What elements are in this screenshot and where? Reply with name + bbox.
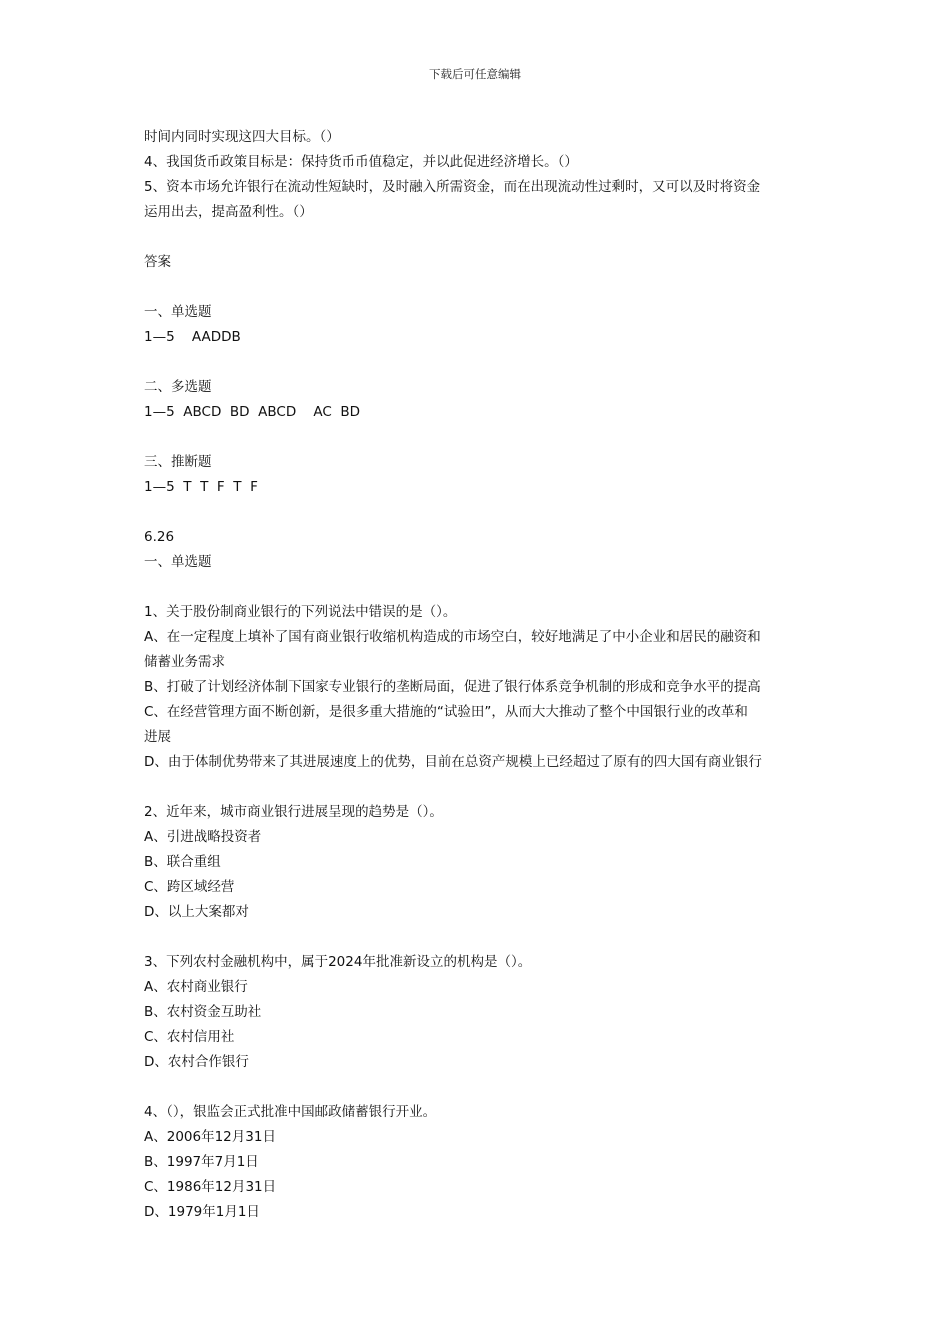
- single-choice-answers: 1—5 AADDB: [144, 329, 241, 345]
- question-option: B、1997年7月1日: [144, 1154, 259, 1170]
- question-option: C、1986年12月31日: [144, 1179, 277, 1195]
- spacer: [144, 500, 814, 525]
- question-option: A、2006年12月31日: [144, 1129, 276, 1145]
- single-choice-heading: 一、单选题: [144, 304, 212, 320]
- section-date: 6.26: [144, 529, 175, 545]
- answers-title: 答案: [144, 254, 171, 270]
- judgement-heading: 三、推断题: [144, 454, 212, 470]
- question-block: [144, 1100, 814, 1225]
- question-option: D、1979年1月1日: [144, 1204, 260, 1220]
- spacer: [144, 275, 814, 300]
- multi-choice-answers: 1—5 ABCD BD ABCD AC BD: [144, 404, 361, 420]
- question-option: 进展: [144, 729, 171, 745]
- question-option: 储蓄业务需求: [144, 654, 225, 670]
- multi-choice-heading: 二、多选题: [144, 379, 212, 395]
- question-option: B、联合重组: [144, 854, 221, 870]
- question-stem: 1、关于股份制商业银行的下列说法中错误的是（）。: [144, 604, 457, 620]
- question-option: C、跨区域经营: [144, 879, 235, 895]
- question-block: [144, 600, 814, 775]
- prev-question-4: 4、我国货币政策目标是：保持货币币值稳定，并以此促进经济增长。（）: [144, 154, 578, 170]
- question-option: D、农村合作银行: [144, 1054, 249, 1070]
- question-option: B、农村资金互助社: [144, 1004, 262, 1020]
- spacer: [144, 775, 814, 800]
- question-stem: 4、（），银监会正式批准中国邮政储蓄银行开业。: [144, 1104, 437, 1120]
- spacer: [144, 350, 814, 375]
- question-stem: 2、近年来，城市商业银行进展呈现的趋势是（）。: [144, 804, 443, 820]
- prev-question-continuation: 时间内同时实现这四大目标。（）: [144, 129, 340, 145]
- spacer: [144, 925, 814, 950]
- question-option: A、农村商业银行: [144, 979, 248, 995]
- question-stem: 3、下列农村金融机构中，属于2024年批准新设立的机构是（）。: [144, 954, 532, 970]
- question-option: D、由于体制优势带来了其进展速度上的优势，目前在总资产规模上已经超过了原有的四大国有商业银行: [144, 754, 762, 770]
- question-option: A、在一定程度上填补了国有商业银行收缩机构造成的市场空白，较好地满足了中小企业和居民的融资和: [144, 629, 761, 645]
- spacer: [144, 575, 814, 600]
- question-block: [144, 800, 814, 925]
- question-option: C、农村信用社: [144, 1029, 235, 1045]
- page-header: 下载后可任意编辑: [429, 67, 521, 81]
- spacer: [144, 425, 814, 450]
- question-option: B、打破了计划经济体制下国家专业银行的垄断局面，促进了银行体系竞争机制的形成和竞争水平的提高: [144, 679, 761, 695]
- document-body: [144, 125, 814, 1225]
- section-heading: 一、单选题: [144, 554, 212, 570]
- prev-question-5-line2: 运用出去，提高盈利性。（）: [144, 204, 313, 220]
- judgement-answers: 1—5 T T F T F: [144, 479, 258, 495]
- question-block: [144, 950, 814, 1075]
- question-option: C、在经营管理方面不断创新，是很多重大措施的“试验田”，从而大大推动了整个中国银行业的改革和: [144, 704, 748, 720]
- spacer: [144, 225, 814, 250]
- spacer: [144, 1075, 814, 1100]
- prev-question-5-line1: 5、资本市场允许银行在流动性短缺时，及时融入所需资金，而在出现流动性过剩时，又可以及时将资金: [144, 179, 761, 195]
- question-option: A、引进战略投资者: [144, 829, 262, 845]
- question-option: D、以上大案都对: [144, 904, 249, 920]
